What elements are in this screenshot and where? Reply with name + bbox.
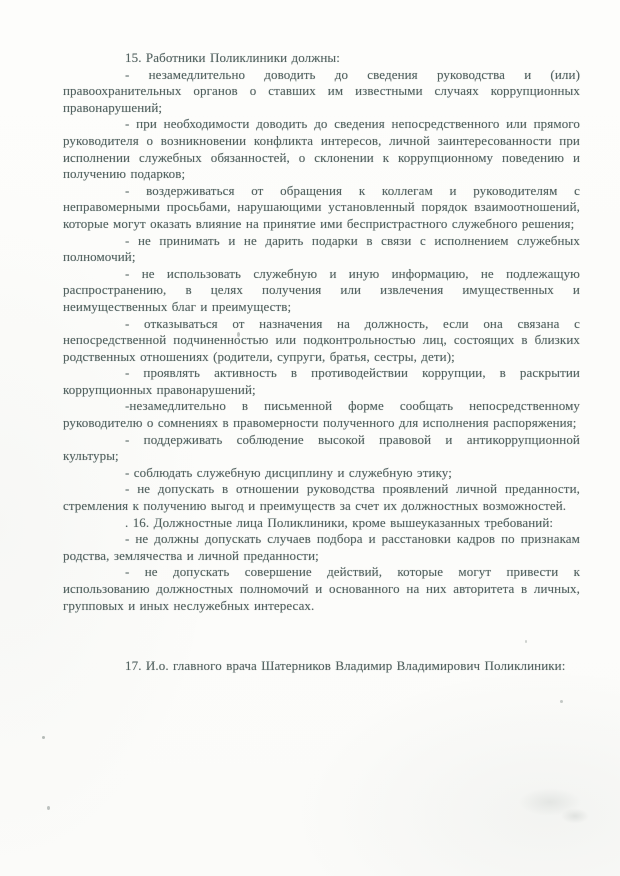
scan-speck — [560, 700, 563, 703]
scan-smudge — [555, 805, 595, 827]
clause-15-item-refuse-appointment: - отказываться от назначения на должность, если она связана с непосредственной подчиненностью или подконтрольностью лиц, состоящих в близких родственных отношениях (родители, супруги, братья, сестры, дети); — [63, 315, 580, 364]
clause-15-item-report-conflicts: - при необходимости доводить до сведения непосредственного или прямого руководителя о возникновении конфликта интересов, личной заинтересованности при исполнении служебных обязанностей, о склонении к коррупционному поведению и получению подарков; — [63, 116, 580, 182]
clause-15-heading: 15. Работники Поликлиники должны: — [125, 50, 340, 65]
clause-15-item-discipline: - соблюдать служебную дисциплину и служебную этику; — [125, 464, 452, 480]
clause-16-item-personnel-selection: - не должны допускать случаев подбора и расстановки кадров по признакам родства, землячества и личной преданности; — [63, 531, 580, 563]
clause-15-item-written-report: -незамедлительно в письменной форме сообщать непосредственному руководителю о сомнениях в правомерности полученного для исполнения распоряжения; — [63, 398, 580, 431]
clause-17-signature-line: 17. И.о. главного врача Шатерников Владимир Владимирович Поликлиники: — [125, 658, 566, 674]
clause-15-item-no-personal-loyalty: - не допускать в отношении руководства проявлений личной преданности, стремления к получению выгод и преимуществ за счет их должностных возможностей. — [63, 481, 580, 514]
scan-speck — [42, 736, 45, 739]
scan-speck — [47, 806, 50, 810]
clause-15-item-refrain-requests: - воздерживаться от обращения к коллегам и руководителям с неправомерными просьбами, нарушающими установленный порядок взаимоотношений, которые могут оказать влияние на принятие ими беспристрастного служебного решения; — [63, 182, 580, 231]
document-text-block — [63, 50, 580, 675]
clause-15-item-report-violations: - незамедлительно доводить до сведения руководства и (или) правоохранительных органов о ставших им известными случаях коррупционных правонарушений; — [63, 66, 580, 115]
clause-16-item-no-authority-misuse: - не допускать совершение действий, которые могут привести к использованию должностных полномочий и основанного на них авторитета в личных, групповых и иных неслужебных интересах. — [63, 564, 580, 613]
clause-15-item-no-gifts: - не принимать и не дарить подарки в связи с исполнением служебных полномочий; — [63, 232, 580, 265]
clause-15-item-be-active: - проявлять активность в противодействии коррупции, в раскрытии коррупционных правонарушений; — [63, 365, 580, 397]
clause-15-item-no-info-misuse: - не использовать служебную и иную информацию, не подлежащую распространению, в целях получения или извлечения имущественных и неимущественных благ и преимуществ; — [63, 265, 580, 314]
clause-16-heading: . 16. Должностные лица Поликлиники, кроме вышеуказанных требований: — [125, 514, 554, 530]
clause-15-item-legal-culture: - поддерживать соблюдение высокой правовой и антикоррупционной культуры; — [63, 431, 580, 464]
scan-smudge — [505, 782, 595, 822]
